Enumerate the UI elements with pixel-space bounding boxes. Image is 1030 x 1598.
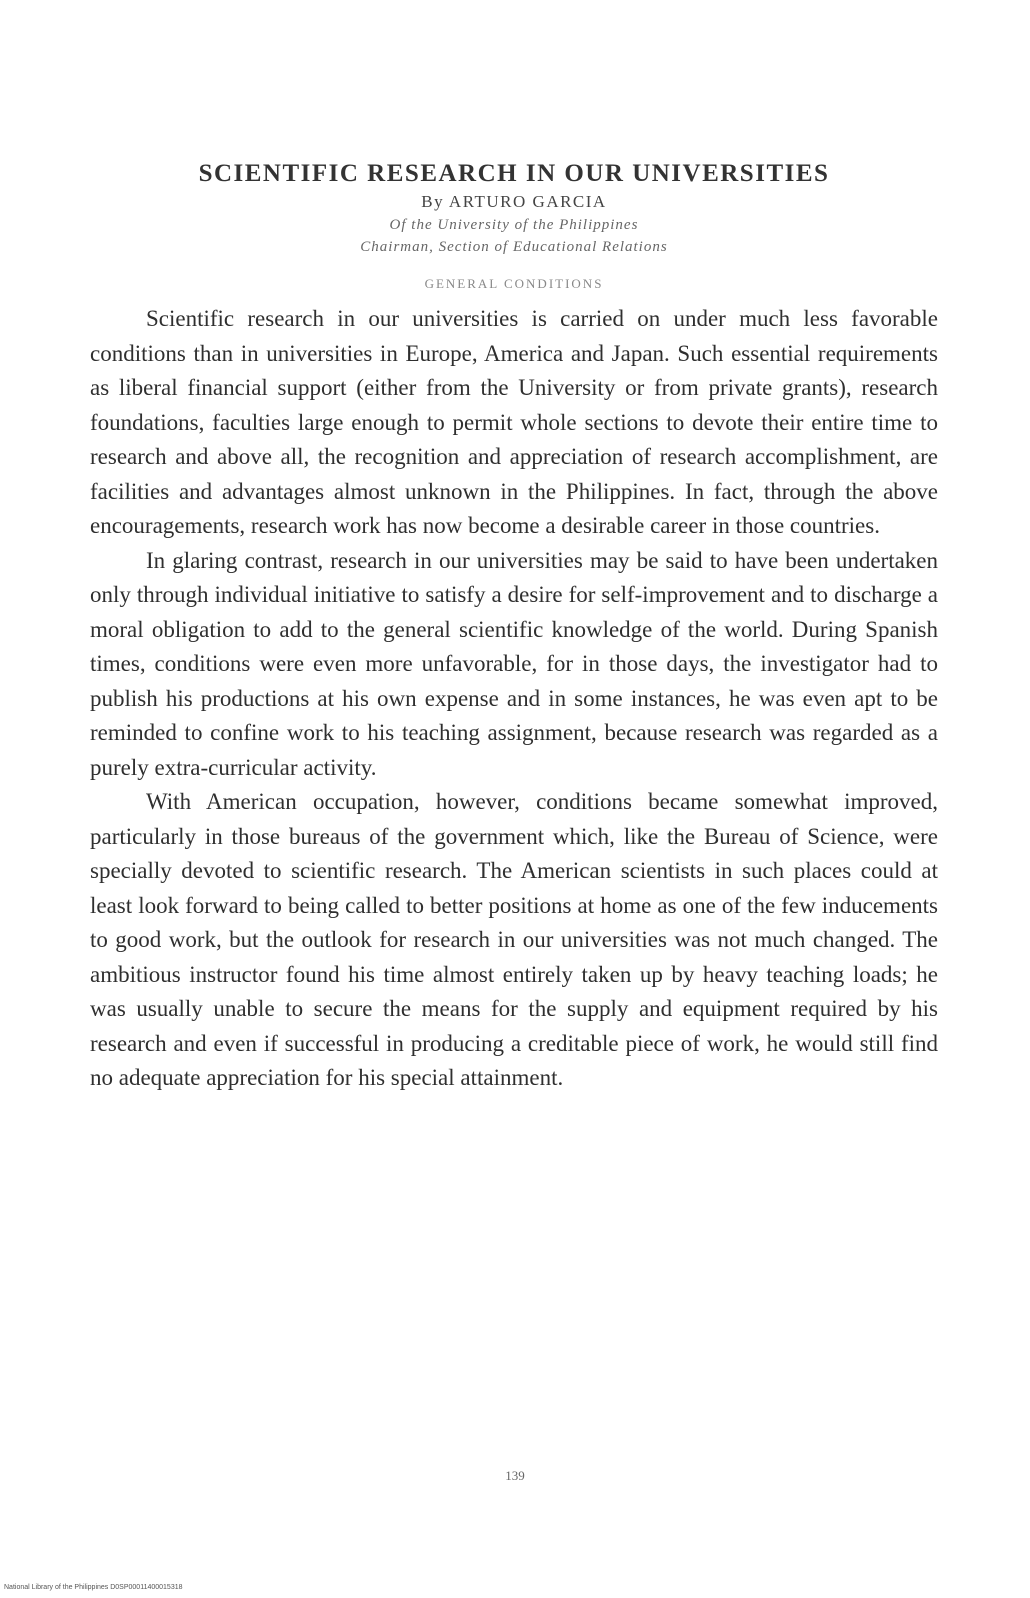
body-paragraph-2: In glaring contrast, research in our universities may be said to have been undertaken only through individual initiative to satisfy a desire for self-improvement and to discharge a moral obligation to add to the general scientific knowledge of the world. During Spanish times, conditions were even more unfavorable, for in those days, the investigator had to publish his productions at his own expense and in some instances, he was even apt to be reminded to confine work to his teaching assignment, because research was regarded as a purely extra-curricular activity. bbox=[90, 547, 938, 780]
article-page bbox=[90, 160, 938, 1096]
body-paragraph-1: Scientific research in our universities is carried on under much less favorable conditions than in universities in Europe, America and Japan. Such essential requirements as liberal financial support (either from the University or from private grants), research foundations, faculties large enough to permit whole sections to devote their entire time to research and above all, the recognition and appreciation of research accomplishment, are facilities and advantages almost unknown in the Philippines. In fact, through the above encouragements, research work has now become a desirable career in those countries. bbox=[90, 306, 938, 538]
author-byline: By ARTURO GARCIA bbox=[421, 192, 607, 211]
source-footer-note: National Library of the Philippines D0SP00011400015318 bbox=[4, 1584, 183, 1591]
author-affiliation-university: Of the University of the Philippines bbox=[389, 217, 639, 233]
section-heading: GENERAL CONDITIONS bbox=[424, 276, 604, 291]
author-affiliation-position: Chairman, Section of Educational Relations bbox=[360, 239, 668, 255]
body-paragraph-3: With American occupation, however, conditions became somewhat improved, particularly in those bureaus of the government which, like the Bureau of Science, were specially devoted to scientific research. The American scientists in such places could at least look forward to being called to better positions at home as one of the few inducements to good work, but the outlook for research in our universities was not much changed. The ambitious instructor found his time almost entirely taken up by heavy teaching loads; he was usually unable to secure the means for the supply and equipment required by his research and even if successful in producing a creditable piece of work, he would still find no adequate appreciation for his special attainment. bbox=[90, 789, 938, 1090]
page-number: 139 bbox=[505, 1468, 525, 1483]
article-title: SCIENTIFIC RESEARCH IN OUR UNIVERSITIES bbox=[198, 160, 830, 187]
